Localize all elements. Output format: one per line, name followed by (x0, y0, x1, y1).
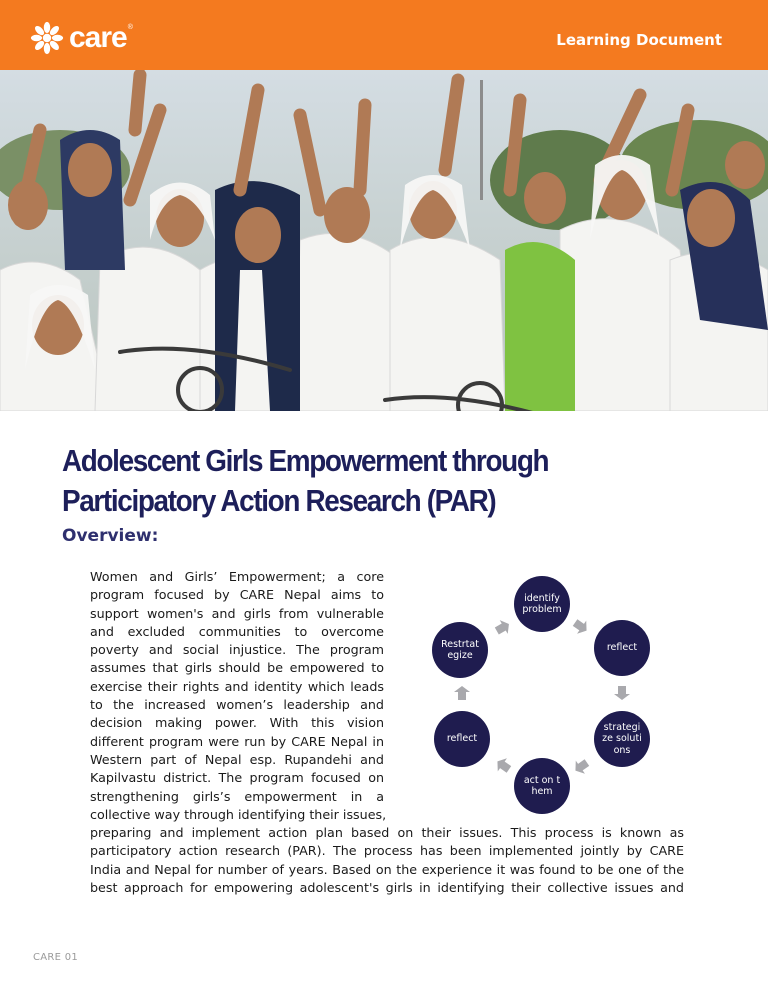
full-width-paragraph (90, 824, 684, 897)
cycle-node-label: reflect (446, 733, 478, 745)
body-line: support women's and girls from vulnerable (90, 605, 384, 621)
cycle-node-strategize-solutions (594, 711, 650, 767)
body-line: to the increased women’s leadership and (90, 697, 384, 713)
hero-photo (0, 70, 768, 411)
cycle-node-label: act on them (523, 774, 561, 797)
cycle-node-label: reflect (606, 642, 638, 654)
cycle-node-reflect-2 (434, 711, 490, 767)
body-line: different program were run by CARE Nepal in (90, 733, 384, 749)
logo-wordmark: care (69, 21, 127, 54)
cycle-arrow-icon (572, 618, 588, 634)
wrapped-paragraph-column (90, 568, 387, 824)
cycle-arrow-icon (574, 758, 590, 774)
body-line: India and Nepal for number of years. Based on the experience it was found to be one of the (90, 861, 684, 877)
cycle-arrow-icon (496, 758, 512, 774)
cycle-node-label: identify problem (522, 592, 562, 615)
cycle-arrow-icon (454, 686, 470, 702)
overview-heading: Overview: (62, 526, 159, 546)
body-line: preparing and implement action plan based on their issues. This process is known as (90, 825, 684, 841)
body-line: collective way through identifying their issues, (90, 806, 387, 822)
cycle-node-reflect (594, 620, 650, 676)
header-bar (0, 0, 768, 70)
registered-mark: ® (127, 24, 133, 31)
body-line: exercise their rights and identity which leads (90, 678, 384, 694)
cycle-node-identify-problem (514, 576, 570, 632)
body-line: strengthening girls’s empowerment in a (90, 788, 384, 804)
body-line: and excluded communities to overcome (90, 623, 384, 639)
care-logo[interactable] (30, 20, 133, 56)
cycle-node-label: strategize solutions (602, 721, 642, 756)
body-line: program focused by CARE Nepal aims to (90, 587, 384, 603)
body-line: decision making power. With this vision (90, 715, 384, 731)
page-footer-label: CARE 01 (33, 952, 79, 963)
title-line-1: Adolescent Girls Empowerment through (62, 443, 549, 478)
cycle-arrow-icon (614, 684, 630, 700)
document-title (62, 441, 638, 521)
cycle-node-restrategize (432, 622, 488, 678)
care-starburst-icon (30, 21, 64, 55)
cycle-node-act-on-them (514, 758, 570, 814)
cycle-arrow-icon (494, 620, 510, 636)
photo-group-of-girls-raising-hands-icon (0, 70, 768, 411)
body-line: Women and Girls’ Empowerment; a core (90, 569, 384, 584)
body-line: participatory action research (PAR). The process has been implemented jointly by CARE (90, 843, 684, 859)
body-line: best approach for empowering adolescent's girls in identifying their collective issues and (90, 880, 684, 896)
title-line-2: Participatory Action Research (PAR) (62, 483, 496, 518)
document-type-label: Learning Document (556, 31, 722, 49)
body-line: Kapilvastu district. The program focused on (90, 770, 384, 786)
body-line: Western part of Nepal esp. Rupandehi and (90, 751, 384, 767)
cycle-node-label: Restrtategize (441, 638, 479, 661)
par-cycle-diagram (420, 570, 676, 818)
body-line: assumes that girls should be empowered to (90, 660, 384, 676)
body-line: poverty and social injustice. The program (90, 642, 384, 658)
